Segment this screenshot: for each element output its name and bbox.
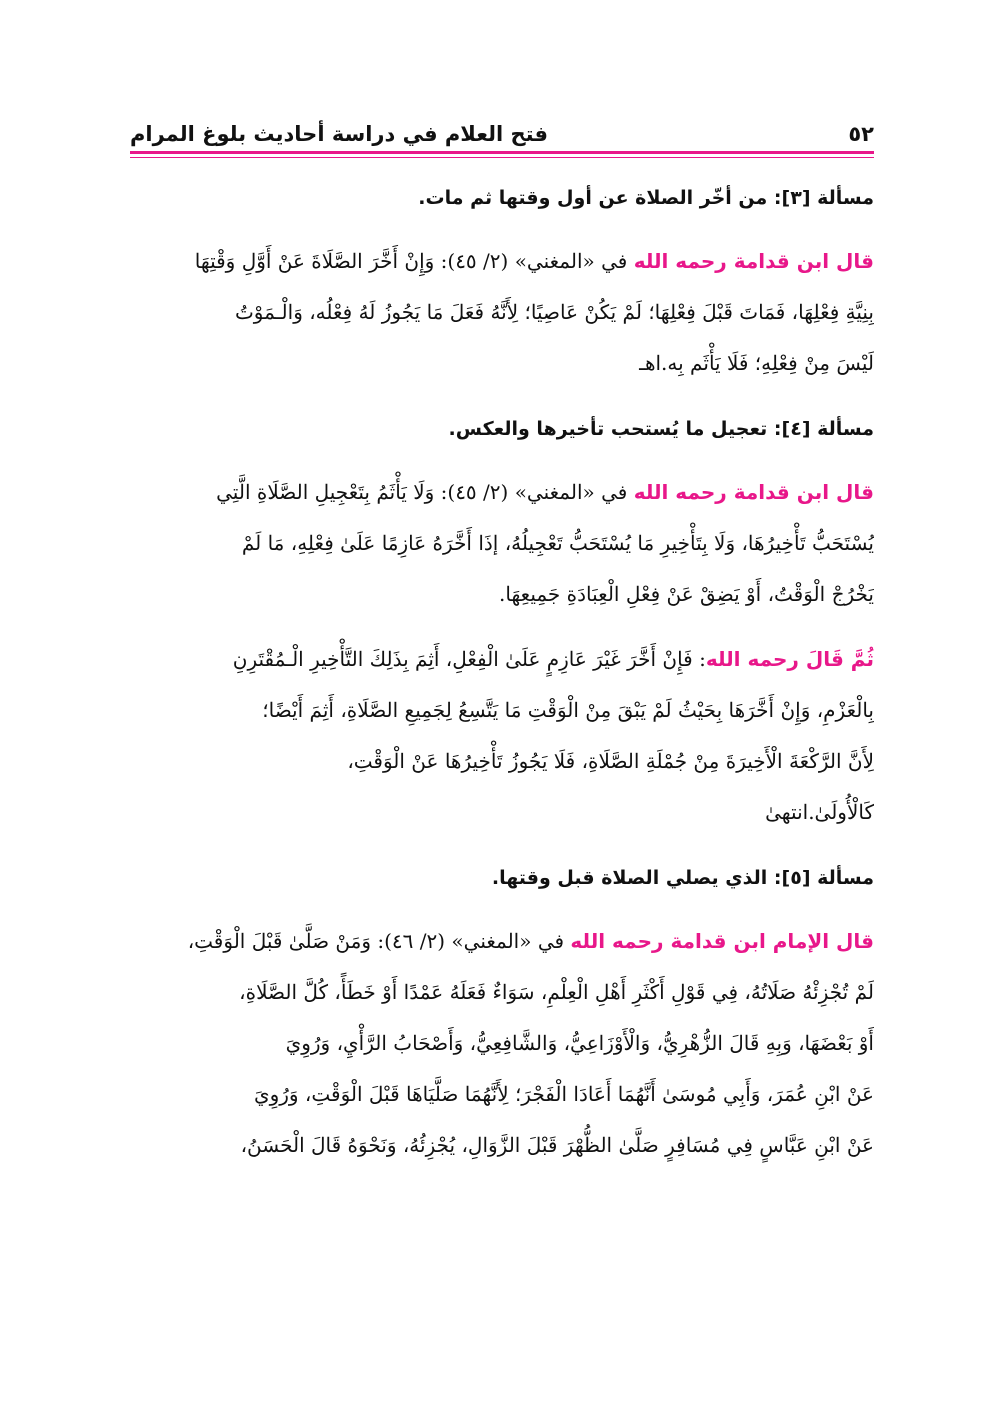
paragraph-line: عَنْ ابْنِ عُمَرَ، وَأَبِي مُوسَىٰ أَنَّهُمَا أَعَادَا الْفَجْرَ؛ لِأَنَّهُمَا صَلَّيَاهَا قَبْلَ الْوَقْتِ، وَرُوِيَ bbox=[253, 1082, 874, 1106]
section-heading: مسألة [٤]: تعجيل ما يُستحب تأخيرها والعكس. bbox=[448, 418, 874, 440]
section-mas-ala-4 bbox=[130, 403, 874, 838]
paragraph-lead: ثُمَّ قَالَ رحمه الله bbox=[705, 647, 874, 671]
paragraph bbox=[130, 236, 874, 389]
paragraph bbox=[130, 634, 874, 838]
line-text: في «المغني» (٢/ ٤٥): وَلَا يَأْثَمُ بِتَعْجِيلِ الصَّلَاةِ الَّتِي bbox=[216, 480, 628, 504]
paragraph-line: أَوْ بَعْضَهَا، وَبِهِ قَالَ الزُّهْرِيُّ، وَالْأَوْزَاعِيُّ، وَالشَّافِعِيُّ، وَأَصْحَابُ الرَّأْيِ، وَرُوِيَ bbox=[285, 1031, 874, 1055]
paragraph-line bbox=[130, 236, 874, 287]
paragraph-lead: قال ابن قدامة رحمه الله bbox=[633, 480, 874, 504]
section-mas-ala-5 bbox=[130, 852, 874, 1171]
line-text: في «المغني» (٢/ ٤٥): وَإِنْ أَخَّرَ الصَّلَاةَ عَنْ أَوَّلِ وَقْتِهَا bbox=[194, 249, 628, 273]
paragraph-line bbox=[130, 634, 874, 685]
page-body bbox=[130, 172, 874, 1185]
section-heading: مسألة [٣]: من أخّر الصلاة عن أول وقتها ثم مات. bbox=[418, 187, 874, 209]
running-header bbox=[130, 118, 874, 154]
paragraph-line: بِنِيَّةِ فِعْلِهَا، فَمَاتَ قَبْلَ فِعْلِهَا؛ لَمْ يَكُنْ عَاصِيًا؛ لِأَنَّهُ فَعَلَ مَا يَجُوزُ لَهُ فِعْلُه، وَالْـمَوْتُ bbox=[234, 300, 874, 324]
paragraph-line: لَمْ تُجْزِئْهُ صَلَاتُهُ، فِي قَوْلِ أَكْثَرِ أَهْلِ الْعِلْمِ، سَوَاءٌ فَعَلَهُ عَمْدًا أَوْ خَطَأً، كُلَّ الصَّلَاةِ، bbox=[239, 980, 874, 1004]
paragraph-lead: قال ابن قدامة رحمه الله bbox=[633, 249, 874, 273]
page-number: ٥٢ bbox=[848, 122, 874, 146]
paragraph-line: كَالْأُولَىٰ.انتهىٰ bbox=[765, 800, 874, 824]
paragraph-line: يَخْرُجْ الْوَقْتُ، أَوْ يَضِقْ عَنْ فِعْلِ الْعِبَادَةِ جَمِيعِهَا. bbox=[499, 582, 874, 606]
paragraph bbox=[130, 916, 874, 1171]
line-text: في «المغني» (٢/ ٤٦): وَمَنْ صَلَّىٰ قَبْلَ الْوَقْتِ، bbox=[187, 929, 565, 953]
book-title: فتح العلام في دراسة أحاديث بلوغ المرام bbox=[130, 122, 548, 146]
paragraph bbox=[130, 467, 874, 620]
header-rule-thin bbox=[130, 157, 874, 158]
paragraph-line bbox=[130, 916, 874, 967]
section-mas-ala-3 bbox=[130, 172, 874, 389]
line-text: : فَإِنْ أَخَّرَ غَيْرَ عَازِمٍ عَلَىٰ الْفِعْلِ، أَثِمَ بِذَلِكَ التَّأْخِيرِ الْـمُقْتَرِنِ bbox=[232, 647, 706, 671]
section-heading: مسألة [٥]: الذي يصلي الصلاة قبل وقتها. bbox=[491, 867, 874, 889]
paragraph-line: عَنْ ابْنِ عَبَّاسٍ فِي مُسَافِرٍ صَلَّىٰ الظُّهْرَ قَبْلَ الزَّوَالِ، يُجْزِئُهُ، وَنَحْوَهُ قَالَ الْحَسَنُ، bbox=[240, 1133, 874, 1157]
header-rule-thick bbox=[130, 151, 874, 154]
paragraph-line: يُسْتَحَبُّ تَأْخِيرُهَا، وَلَا بِتَأْخِيرِ مَا يُسْتَحَبُّ تَعْجِيلُهُ، إذَا أَخَّرَهُ عَازِمًا عَلَىٰ فِعْلِهِ، مَا لَمْ bbox=[241, 531, 874, 555]
paragraph-line: بِالْعَزْمِ، وَإِنْ أَخَّرَهَا بِحَيْثُ لَمْ يَبْقَ مِنْ الْوَقْتِ مَا يَتَّسِعُ لِجَمِيعِ الصَّلَاةِ، أَثِمَ أَيْضًا؛ bbox=[262, 698, 874, 722]
paragraph-line: لَيْسَ مِنْ فِعْلِهِ؛ فَلَا يَأْثَم بِه.اهـ bbox=[639, 351, 874, 375]
paragraph-line: لِأَنَّ الرَّكْعَةَ الْأَخِيرَةَ مِنْ جُمْلَةِ الصَّلَاةِ، فَلَا يَجُوزُ تَأْخِيرُهَا عَنْ الْوَقْتِ، bbox=[347, 749, 874, 773]
paragraph-line bbox=[130, 467, 874, 518]
paragraph-lead: قال الإمام ابن قدامة رحمه الله bbox=[570, 929, 874, 953]
